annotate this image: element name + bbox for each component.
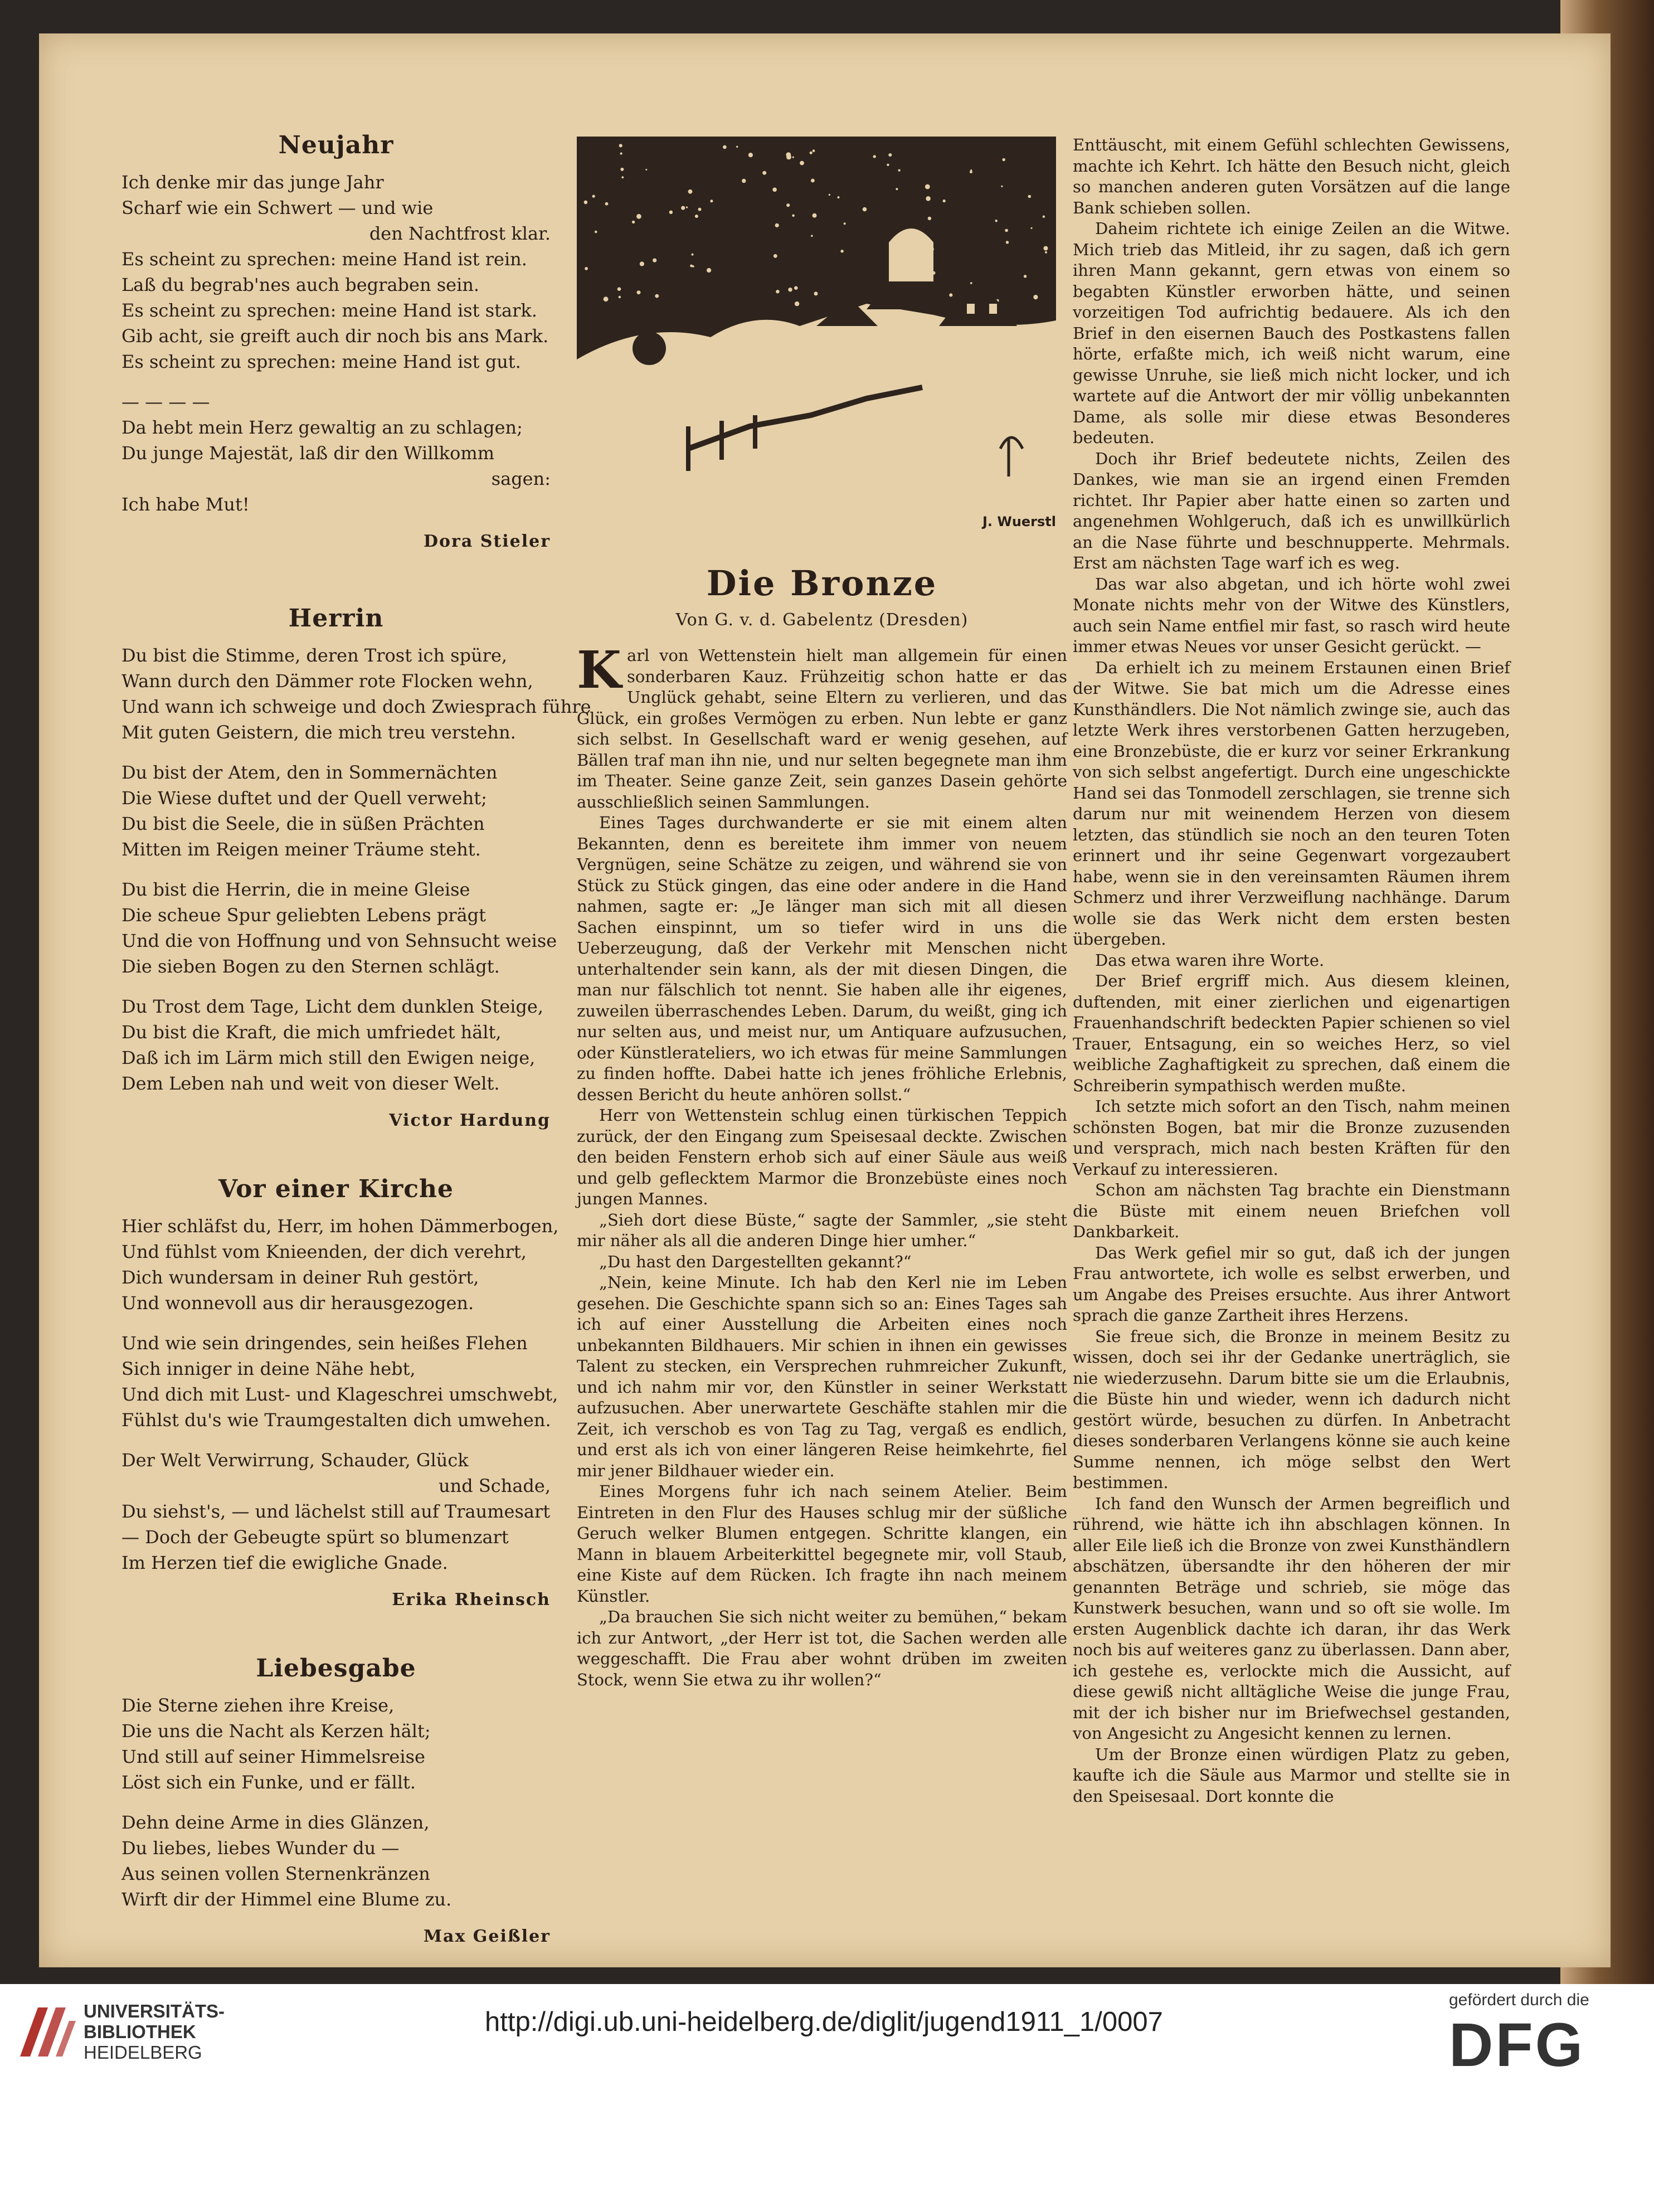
star-dot [1045, 251, 1047, 254]
poem [121, 1654, 551, 1946]
poem-line: Die Sterne ziehen ihre Kreise, [121, 1695, 395, 1716]
poem-line: Und wann ich schweige und doch Zwiesprach führe [121, 696, 591, 717]
poem-line: den Nachtfrost klar. [369, 223, 551, 244]
star-dot [814, 291, 818, 295]
star-dot [863, 207, 867, 212]
star-dot [645, 169, 647, 171]
poem-line: Es scheint zu sprechen: meine Hand ist stark. [121, 300, 537, 321]
star-dot [637, 290, 641, 294]
story-byline: Von G. v. d. Gabelentz (Dresden) [675, 610, 969, 630]
star-dot [1001, 186, 1003, 187]
star-dot [585, 267, 588, 270]
story-paragraph [577, 1105, 1067, 1210]
poem-stanza [121, 877, 557, 979]
star-dot [1006, 241, 1009, 244]
star-dot [617, 287, 621, 291]
poem-line: Du junge Majestät, laß dir den Willkomm [121, 443, 495, 464]
drop-cap: K [577, 640, 621, 700]
story-paragraph-text: „Da brauchen Sie sich nicht weiter zu bemühen,“ bekam ich zur Antwort, „der Herr ist tot, die Sachen werden alle weggeschafft. Die Frau aber wohnt drüben im zweiten Stock, wenn Sie etwa zu ihr wollen?“ [577, 1607, 1067, 1689]
poem-author: Victor Hardung [389, 1111, 551, 1130]
star-dot [736, 146, 738, 148]
star-dot [621, 176, 624, 178]
story-paragraph: Ich fand den Wunsch der Armen begreiflich und rührend, wie hätte ich ihn abschlagen können. In aller Eile ließ ich die Bronze von zwei Kunsthändlern abschätzen, übersandte ihr den höheren der mir genannten Beträge und schrieb, sie möge das Kunstwerk besuchen, wann und so oft sie wolle. Im ersten Augenblick dachte ich daran, ihr das Werk noch bis auf weiteres ganz zu überlassen. Dann aber, ich gestehe es, verlockte mich die Aussicht, auf diese gewiß nicht alltägliche Weise die junge Frau, mit der ich bisher nur im Briefwechsel gestanden, von Angesicht zu Angesicht kennen zu lernen. [1073, 1494, 1510, 1743]
story-paragraph [577, 1210, 1067, 1252]
star-dot [723, 145, 727, 149]
poem-line: Laß du begrab'nes auch begraben sein. [121, 274, 480, 295]
star-dot [1028, 195, 1032, 198]
star-dot [928, 217, 931, 220]
star-dot [873, 155, 876, 158]
star-dot [592, 195, 595, 198]
poem-line: Wirft dir der Himmel eine Blume zu. [121, 1889, 452, 1910]
story-paragraph [577, 1252, 1067, 1273]
star-dot [1024, 275, 1027, 278]
dfg-logo: DFG [1449, 2011, 1585, 2079]
star-dot [811, 235, 813, 237]
poem-line: Du bist die Stimme, deren Trost ich spüre, [121, 645, 508, 666]
poem-line: Und fühlst vom Knieenden, der dich verehrt, [121, 1241, 527, 1262]
star-dot [619, 296, 621, 298]
poem [121, 604, 591, 1130]
poem-stanza [121, 760, 551, 862]
star-dot [1044, 246, 1048, 251]
star-dot [1030, 227, 1032, 229]
star-dot [686, 206, 688, 208]
star-dot [898, 169, 901, 172]
star-dot [653, 259, 656, 262]
star-dot [605, 202, 609, 206]
poem-line: Da hebt mein Herz gewaltig an zu schlagen; [121, 417, 523, 438]
poem-line: Du bist der Atem, den in Sommernächten [121, 762, 498, 783]
star-dot [695, 215, 698, 218]
poem-line: — — — — [121, 391, 210, 412]
poem-line: Und still auf seiner Himmelsreise [121, 1746, 425, 1767]
star-dot [774, 254, 777, 258]
story-paragraph: Das Werk gefiel mir so gut, daß ich der jungen Frau antwortete, ich wolle es selbst erwerben, und um Angabe des Preises ersuchte. Aus ihrer Antwort sprach die ganze Zartheit ihres Herzens. [1073, 1243, 1510, 1325]
star-dot [681, 206, 685, 210]
page-url-link[interactable]: http://digi.ub.uni-heidelberg.de/diglit/jugend1911_1/0007 [485, 2007, 1163, 2037]
poem-author: Dora Stieler [423, 532, 551, 551]
poem-stanza [121, 169, 551, 375]
star-dot [640, 261, 644, 266]
poem-stanza [121, 1693, 551, 1795]
star-dot [655, 294, 659, 298]
story-paragraph [577, 813, 1067, 1105]
poem-line: und Schade, [439, 1475, 551, 1496]
star-dot [794, 286, 798, 290]
story-paragraph: Das etwa waren ihre Worte. [1095, 950, 1325, 970]
poem-line: Und wie sein dringendes, sein heißes Flehen [121, 1333, 528, 1354]
poem-line: sagen: [491, 468, 551, 489]
sponsor-label: gefördert durch die [1449, 1991, 1589, 2009]
story-paragraph: Doch ihr Brief bedeutete nichts, Zeilen des Dankes, wie man sie an irgend einen Fremden richtet. Ihr Papier aber hatte einen so zarten und angenehmen Wohlgeruch, daß ich es unwillkürlich an die Nase führte und beschnupperte. Mehrmals. Erst am nächsten Tage warf ich es weg. [1073, 449, 1510, 572]
poem-line: Du bist die Herrin, die in meine Gleise [121, 879, 470, 900]
poem-stanza [121, 994, 551, 1096]
star-dot [943, 200, 946, 202]
star-dot [604, 296, 609, 302]
star-dot [792, 157, 794, 158]
story-paragraph: Der Brief ergriff mich. Aus diesem kleinen, duftenden, mit einer zierlichen und eigenartigen Frauenhandschrift bedeckten Papier schienen so viel Trauer, Entsagung, ein so weiches Herz, so viel weibliche Zaghaftigkeit zu sprechen, daß einem die Schreiberin sympathisch werden mußte. [1073, 971, 1510, 1095]
star-dot [800, 161, 804, 166]
story-paragraph-text: Eines Tages durchwanderte er sie mit einem alten Bekannten, denn es bereitete ihm immer von neuem Vergnügen, seine Schätze zu zeigen, und während sie von Stück zu Stück gingen, das eine oder andere in die Hand nahmen, sagte er: „Je länger man sich mit all diesen Sachen einspinnt, um so tiefer wird in uns die Ueberzeugung, daß der Verkehr mit Menschen nicht unterhaltender sein kann, als der mit diesen Dingen, die man nur fälschlich tot nennt. Sie haben alle ihr eigenes, zuweilen überraschendes Leben. Darum, du weißt, ging ich nur selten aus, und meist nur, um Antiquare aufzusuchen, oder Künstlerateliers, wo ich etwas für meine Sammlungen zu finden hoffte. Dabei hatte ich jenes fröhliche Erlebnis, dessen Bericht du heute anhören sollst.“ [577, 813, 1067, 1104]
poem-line: Du bist die Kraft, die mich umfriedet hält, [121, 1022, 502, 1043]
star-dot [813, 149, 815, 152]
star-dot [1043, 216, 1045, 218]
star-dot [896, 188, 898, 190]
poem-line: Dich wundersam in deiner Ruh gestört, [121, 1267, 479, 1288]
star-dot [970, 171, 972, 173]
story-paragraph: Daheim richtete ich einige Zeilen an die Witwe. Mich trieb das Mitleid, ihr zu sagen, daß ich gern ihren Mann gekannt, gern etwas von einem so begabten Künstler erworben hätte, und seinen vorzeitigen Tod aufrichtig bedauere. Als ich den Brief in den eisernen Bauch des Postkastens fallen hörte, erfaßte mich, ich weiß nicht warum, eine gewisse Unruhe, sie ließ mich nicht locker, und ich wartete auf die Antwort der mir völlig unbekannten Dame, als solle mir diese etwas Besonderes bedeuten. [1073, 219, 1510, 447]
story-paragraph-text: Eines Morgens fuhr ich nach seinem Atelier. Beim Eintreten in den Flur des Hauses schlug mir der süßliche Geruch welker Blumen entgegen. Schritte klangen, ein Mann in blauem Arbeiterkittel begegnete mir, voll Staub, eine Kiste auf dem Rücken. Ich fragte ihn nach meinem Künstler. [577, 1482, 1067, 1606]
poem-line: Sich inniger in deine Nähe hebt, [121, 1358, 416, 1379]
star-dot [698, 208, 702, 211]
illustration-credit: J. Wuerstl [982, 514, 1056, 529]
poem-line: Du bist die Seele, die in süßen Prächten [121, 813, 485, 834]
story-paragraph-text: „Nein, keine Minute. Ich hab den Kerl nie im Leben gesehen. Die Geschichte spann sich so an: Eines Tages sah ich auf einer Ausstellung die Arbeiten eines noch unbekannten Bildhauers. Mir schien in ihnen ein gewisses Talent zu stecken, ein Versprechen ruhmreicher Zukunft, und ich nahm mir vor, den Künstler in seiner Werkstatt aufzusuchen. Aber unerwartete Geschäfte stahlen mir die Zeit, ich verschob es von Tag zu Tag, vergaß es endlich, und erst als ich von einer längeren Reise heimkehrte, fiel mir jener Bildhauer wieder ein. [577, 1273, 1067, 1480]
story-body-left [577, 640, 1067, 1690]
poem-line: Die sieben Bogen zu den Sternen schlägt. [121, 956, 500, 977]
poem-title: Neujahr [278, 131, 394, 159]
star-dot [584, 201, 588, 205]
star-dot [844, 222, 846, 225]
story-paragraph: Das war also abgetan, und ich hörte wohl zwei Monate nichts mehr von der Witwe des Künstlers, auch sein Name entfiel mir fast, so rasch wird heute immer etwas Neues vor unser Gesicht gerückt. — [1073, 574, 1510, 656]
poem-author: Erika Rheinsch [392, 1590, 551, 1610]
poem-line: Aus seinen vollen Sternenkränzen [121, 1863, 430, 1884]
poem-stanza [121, 1330, 558, 1433]
poem-stanza [121, 1447, 551, 1576]
poem-author: Max Geißler [423, 1927, 551, 1946]
poem-line: — Doch der Gebeugte spürt so blumenzart [121, 1526, 509, 1548]
university-library-logo-icon [16, 1996, 78, 2061]
poem [121, 1175, 559, 1610]
poem-line: Löst sich ein Funke, und er fällt. [121, 1772, 416, 1793]
star-dot [620, 152, 622, 154]
poem-title: Vor einer Kirche [218, 1175, 454, 1203]
poem-line: Dehn deine Arme in dies Glänzen, [121, 1812, 430, 1833]
star-dot [838, 196, 840, 198]
star-dot [829, 194, 830, 196]
star-dot [742, 179, 746, 183]
poem-line: Daß ich im Lärm mich still den Ewigen neige, [121, 1047, 536, 1068]
star-dot [1005, 229, 1008, 232]
story-paragraph-text: Herr von Wettenstein schlug einen türkischen Teppich zurück, der den Eingang zum Speisesaal deckte. Zwischen den beiden Fenstern erhob sich auf einer Säule aus weiß und gelb geflecktem Marmor die Bronzebüste eines noch jungen Mannes. [577, 1106, 1067, 1208]
star-dot [776, 290, 779, 293]
story-paragraph-text: arl von Wettenstein hielt man allgemein für einen sonderbaren Kauz. Frühzeitig schon hatte er das Unglück gehabt, seine Eltern zu verlieren, und das Glück, ein großes Vermögen zu erben. Nun lebte er ganz sich selbst. In Gesellschaft ward er wenig gesehen, auf Bällen traf man ihn nie, und nur selten begegnete man ihm im Theater. Seine ganze Zeit, sein ganzes Dasein gehörte ausschließlich seinen Sammlungen. [577, 646, 1067, 811]
star-dot [813, 213, 817, 218]
star-dot [688, 189, 693, 194]
star-dot [748, 153, 753, 157]
star-dot [795, 302, 799, 306]
story-paragraph: Da erhielt ich zu meinem Erstaunen einen Brief der Witwe. Sie bat mich um die Adresse eines Kunsthändlers. Die Not nämlich zwinge sie, auch das letzte Werk ihres verstorbenen Gatten herzugeben, eine Bronzebüste, die er kurz vor seiner Erkrankung von sich selbst angefertigt. Durch eine ungeschickte Hand sei das Tonmodell zerschlagen, sie trenne sich darum nur mit weinendem Herzen von diesem letzten, das stündlich sie noch an den teuren Toten erinnert und ihr seine Gegenwart vorgezaubert habe, wenn sie in den vereinsamten Räumen ihrem Schmerz und ihrer Verzweiflung nachhänge. Darum wolle sie das Werk nicht dem ersten besten übergeben. [1073, 658, 1510, 949]
poem-line: Die scheue Spur geliebten Lebens prägt [121, 905, 486, 926]
star-dot [710, 200, 713, 202]
poem-line: Die Wiese duftet und der Quell verweht; [121, 787, 487, 809]
star-dot [772, 188, 777, 192]
poem-line: Der Welt Verwirrung, Schauder, Glück [121, 1450, 469, 1471]
star-dot [995, 220, 998, 222]
story-column-right [1073, 135, 1510, 1807]
star-dot [786, 152, 791, 157]
poem-line: Die uns die Nacht als Kerzen hält; [121, 1720, 431, 1742]
winter-night-illustration [577, 137, 1056, 521]
poem-title: Liebesgabe [256, 1654, 416, 1683]
poem-line: Ich denke mir das junge Jahr [121, 172, 384, 193]
story-title: Die Bronze [706, 563, 938, 604]
poem-line: Mitten im Reigen meiner Träume steht. [121, 839, 481, 860]
star-dot [636, 214, 641, 219]
story-paragraph: Schon am nächsten Tag brachte ein Dienstmann die Büste mit einem neuen Briefchen voll Dankbarkeit. [1073, 1180, 1510, 1241]
poem-line: Dem Leben nah und weit von dieser Welt. [121, 1073, 500, 1094]
story-column-left [577, 563, 1067, 1690]
story-paragraph-text: „Du hast den Dargestellten gekannt?“ [599, 1252, 912, 1271]
star-dot [762, 171, 766, 175]
star-dot [620, 168, 624, 171]
star-dot [810, 152, 813, 154]
poem [121, 131, 551, 551]
star-dot [669, 211, 673, 214]
star-dot [1033, 295, 1038, 299]
poem-line: Du siehst's, — und lächelst still auf Traumesart [121, 1501, 551, 1522]
library-name: UNIVERSITÄTS- BIBLIOTHEK HEIDELBERG [84, 2001, 225, 2063]
star-dot [925, 184, 930, 189]
poem-stanza [121, 643, 591, 745]
star-dot [888, 153, 892, 157]
story-paragraph [577, 1481, 1067, 1607]
poem-stanza [121, 1213, 559, 1316]
star-dot [887, 164, 889, 166]
star-dot [949, 293, 952, 296]
poems-column [121, 131, 591, 1946]
star-dot [775, 223, 779, 227]
poem-line: Du Trost dem Tage, Licht dem dunklen Steige, [121, 996, 544, 1017]
story-paragraph: Enttäuscht, mit einem Gefühl schlechten Gewissens, machte ich Kehrt. Ich hätte den Besuch nicht, gleich so manchen anderen guten Vorsätzen auf die lange Bank schieben sollen. [1073, 135, 1510, 217]
poem-line: Hier schläfst du, Herr, im hohen Dämmerbogen, [121, 1216, 559, 1237]
poem-line: Und dich mit Lust- und Klageschrei umschwebt, [121, 1384, 558, 1405]
story-paragraph: Um der Bronze einen würdigen Platz zu geben, kaufte ich die Säule aus Marmor und stellte sie in den Speisesaal. Dort konnte die [1073, 1744, 1510, 1806]
poem-line: Mit guten Geistern, die mich treu verstehn. [121, 722, 516, 743]
poem-line: Es scheint zu sprechen: meine Hand ist gut. [121, 351, 521, 372]
poem-line: Fühlst du's wie Traumgestalten dich umwehen. [121, 1409, 551, 1431]
star-dot [690, 265, 693, 268]
poem-line: Scharf wie ein Schwert — und wie [121, 197, 434, 218]
poem-line: Ich habe Mut! [121, 494, 250, 515]
star-dot [595, 231, 597, 234]
star-dot [786, 203, 790, 207]
story-paragraph [577, 1272, 1067, 1481]
star-dot [707, 268, 711, 273]
star-dot [811, 179, 815, 183]
star-dot [619, 144, 622, 147]
poem-line: Wann durch den Dämmer rote Flocken wehn, [121, 670, 533, 692]
star-dot [692, 254, 694, 256]
poem-title: Herrin [288, 604, 384, 633]
star-dot [926, 196, 931, 201]
star-dot [840, 250, 843, 252]
star-dot [788, 288, 792, 291]
poem-stanza [121, 1810, 551, 1912]
story-paragraph [577, 1607, 1067, 1690]
story-paragraph-text: „Sieh dort diese Büste,“ sagte der Sammler, „sie steht mir näher als all die anderen Dinge hier umher.“ [577, 1210, 1067, 1250]
poem-line: Und wonnevoll aus dir herausgezogen. [121, 1292, 474, 1314]
poem-line: Im Herzen tief die ewigliche Gnade. [121, 1552, 448, 1573]
star-dot [792, 215, 795, 217]
star-dot [632, 221, 635, 223]
poem-line: Und die von Hoffnung und von Sehnsucht weise [121, 930, 557, 951]
story-paragraph: Sie freue sich, die Bronze in meinem Besitz zu wissen, doch sei ihr der Gedanke unerträglich, sie nie wiederzusehn. Darum bitte sie um die Erlaubnis, die Büste hin und wieder, wenn ich dadurch nicht gestört würde, besuchen zu dürfen. In Anbetracht dieses sonderbaren Verlangens könne sie auch keine Summe nennen, ich möge selbst den Wert bestimmen. [1073, 1326, 1510, 1492]
poem-line: Gib acht, sie greift auch dir noch bis ans Mark. [121, 325, 549, 347]
star-dot [1003, 158, 1005, 161]
story-paragraph [577, 640, 1067, 813]
poem-stanza [121, 389, 551, 517]
story-paragraph: Ich setzte mich sofort an den Tisch, nahm meinen schönsten Bogen, bat mir die Bronze zuzusenden und versprach, mich nach besten Kräften für den Verkauf zu interessieren. [1073, 1097, 1510, 1179]
poem-line: Es scheint zu sprechen: meine Hand ist rein. [121, 249, 527, 270]
poem-line: Du liebes, liebes Wunder du — [121, 1837, 400, 1859]
